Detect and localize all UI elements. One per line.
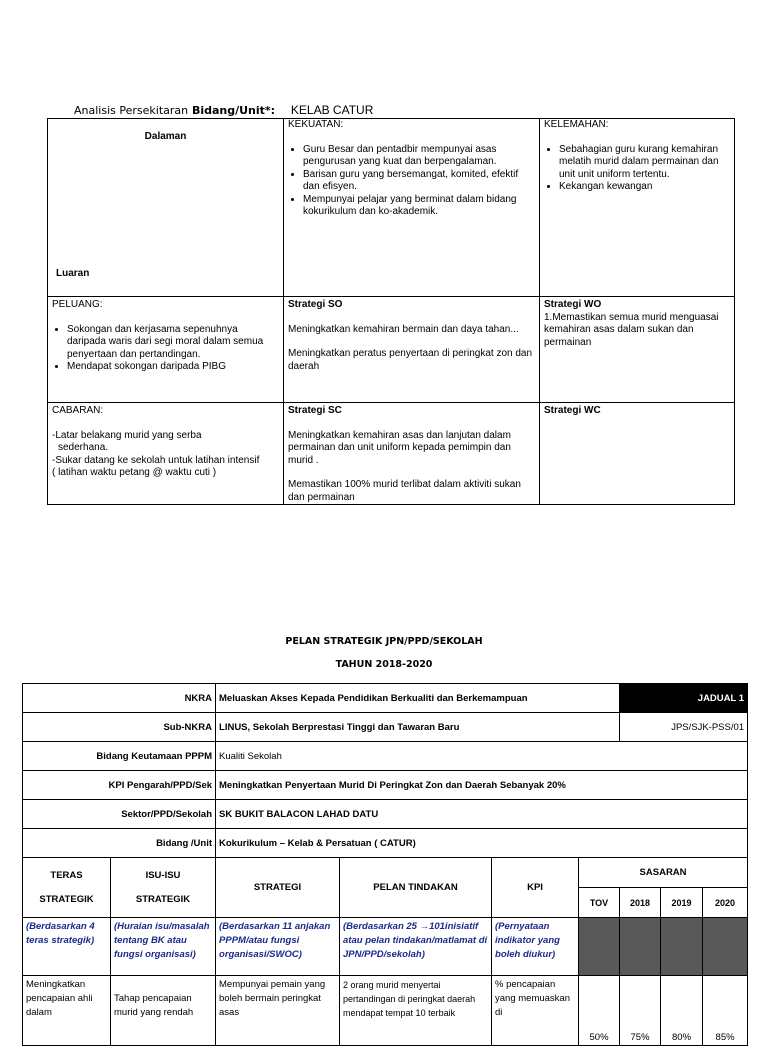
list-item: • Kekangan kewangan — [559, 181, 730, 194]
header-2019: 2019 — [661, 888, 703, 918]
header-teras — [23, 858, 111, 918]
cabaran-line-2: sederhana. — [58, 442, 109, 453]
header-isu — [111, 858, 216, 918]
header-2020: 2020 — [703, 888, 748, 918]
kelemahan-label: KELEMAHAN: — [544, 119, 609, 130]
row-isu: Tahap pencapaian murid yang rendah — [111, 976, 216, 1046]
strategi-wo-cell — [540, 297, 735, 403]
header-sasaran: SASARAN — [579, 858, 748, 888]
header-pelan: PELAN TINDAKAN — [340, 858, 492, 918]
bidang-unit-key: Bidang /Unit — [23, 829, 216, 858]
row-2018: 75% — [620, 976, 661, 1046]
plan-year: TAHUN 2018-2020 — [335, 659, 433, 670]
kekuatan-list — [288, 144, 535, 219]
dalaman-luaran-cell — [48, 119, 284, 297]
peluang-list — [52, 324, 279, 374]
kpi-pengarah-key: KPI Pengarah/PPD/Sek — [23, 771, 216, 800]
strategi-wo-text: 1.Memastikan semua murid menguasai kemahiran asas dalam sukan dan permainan — [544, 311, 719, 348]
strategi-wc-label: Strategi WC — [544, 405, 601, 416]
row-2020: 85% — [703, 976, 748, 1046]
kelemahan-cell — [540, 119, 735, 297]
analysis-heading — [74, 103, 373, 117]
heading-unit-name: KELAB CATUR — [290, 103, 374, 117]
bidang-pppm-key: Bidang Keutamaan PPPM — [23, 742, 216, 771]
list-item: • Sokongan dan kerjasama sepenuhnya daripada waris dari segi moral dalam semua penyertaan dan pertandingan. — [67, 324, 279, 362]
shaded-cell — [703, 918, 748, 976]
hint-teras: (Berdasarkan 4 teras strategik) — [23, 918, 111, 976]
header-teras-line-2: STRATEGIK — [39, 893, 94, 905]
header-strategi: STRATEGI — [216, 858, 340, 918]
row-tov: 50% — [579, 976, 620, 1046]
strategic-plan-table — [22, 683, 748, 1046]
subnkra-value: LINUS, Sekolah Berprestasi Tinggi dan Tawaran Baru — [216, 713, 620, 742]
subnkra-key: Sub-NKRA — [23, 713, 216, 742]
shaded-cell — [620, 918, 661, 976]
cabaran-line-1: -Latar belakang murid yang serba — [52, 429, 202, 441]
nkra-value: Meluaskan Akses Kepada Pendidikan Berkualiti dan Berkemampuan — [216, 684, 620, 713]
strategi-so-text-2: Meningkatkan peratus penyertaan di peringkat zon dan daerah — [288, 348, 533, 372]
plan-title: PELAN STRATEGIK JPN/PPD/SEKOLAH — [285, 636, 483, 647]
heading-field-label: Bidang/Unit*: — [191, 104, 276, 117]
cabaran-label: CABARAN: — [52, 405, 104, 416]
header-isu-line-1: ISU-ISU — [145, 869, 181, 881]
strategi-so-cell — [284, 297, 540, 403]
shaded-cell — [661, 918, 703, 976]
swot-table — [47, 118, 735, 505]
header-2018: 2018 — [620, 888, 661, 918]
sektor-value: SK BUKIT BALACON LAHAD DATU — [216, 800, 748, 829]
strategi-sc-text-2: Memastikan 100% murid terlibat dalam aktiviti sukan dan permainan — [288, 479, 521, 503]
strategi-sc-cell — [284, 403, 540, 505]
peluang-cell — [48, 297, 284, 403]
hint-strategi: (Berdasarkan 11 anjakan PPPM/atau fungsi organisasi/SWOC) — [216, 918, 340, 976]
row-2019: 80% — [661, 976, 703, 1046]
sektor-key: Sektor/PPD/Sekolah — [23, 800, 216, 829]
header-tov: TOV — [579, 888, 620, 918]
shaded-cell — [579, 918, 620, 976]
hint-pelan: (Berdasarkan 25 →101inisiatif atau pelan tindakan/matlamat di JPN/PPD/sekolah) — [340, 918, 492, 976]
strategi-sc-text-1: Meningkatkan kemahiran asas dan lanjutan dalam permainan dan unit uniform kepada pemimpin dan murid . — [288, 429, 511, 466]
cabaran-cell — [48, 403, 284, 505]
strategi-so-label: Strategi SO — [288, 299, 343, 310]
nkra-key: NKRA — [23, 684, 216, 713]
header-teras-line-1: TERAS — [50, 869, 83, 881]
list-item: • Guru Besar dan pentadbir mempunyai asas pengurusan yang kuat dan berpengalaman. — [303, 144, 535, 169]
list-item: • Barisan guru yang bersemangat, komited, efektif dan efisyen. — [303, 169, 535, 194]
kelemahan-list — [544, 144, 730, 194]
document-code: JPS/SJK-PSS/01 — [620, 713, 748, 742]
cabaran-line-4: ( latihan waktu petang @ waktu cuti ) — [52, 467, 217, 478]
row-strategi: Mempunyai pemain yang boleh bermain peringkat asas — [216, 976, 340, 1046]
strategi-wo-label: Strategi WO — [544, 299, 602, 310]
peluang-label: PELUANG: — [52, 299, 103, 310]
header-kpi: KPI — [492, 858, 579, 918]
dalaman-label: Dalaman — [144, 131, 187, 142]
kekuatan-label: KEKUATAN: — [288, 119, 344, 130]
strategi-so-text-1: Meningkatkan kemahiran bermain dan daya tahan... — [288, 323, 519, 335]
hint-isu: (Huraian isu/masalah tentang BK atau fungsi organisasi) — [111, 918, 216, 976]
list-item: • Mempunyai pelajar yang berminat dalam bidang kokurikulum dan ko-akademik. — [303, 194, 535, 219]
cabaran-line-3: -Sukar datang ke sekolah untuk latihan intensif — [52, 454, 260, 466]
bidang-unit-value: Kokurikulum – Kelab & Persatuan ( CATUR) — [216, 829, 748, 858]
heading-prefix: Analisis Persekitaran — [74, 104, 189, 117]
row-pelan: 2 orang murid menyertai pertandingan di peringkat daerah mendapat tempat 10 terbaik — [340, 976, 492, 1046]
strategi-wc-cell — [540, 403, 735, 505]
bidang-pppm-value: Kualiti Sekolah — [216, 742, 748, 771]
kekuatan-cell — [284, 119, 540, 297]
kpi-pengarah-value: Meningkatkan Penyertaan Murid Di Peringkat Zon dan Daerah Sebanyak 20% — [216, 771, 748, 800]
list-item: • Sebahagian guru kurang kemahiran melatih murid dalam permainan dan unit unit uniform tertentu. — [559, 144, 730, 182]
luaran-label: Luaran — [56, 267, 90, 279]
row-teras: Meningkatkan pencapaian ahli dalam — [23, 976, 111, 1046]
list-item: • Mendapat sokongan daripada PIBG — [67, 361, 279, 374]
jadual-badge: JADUAL 1 — [620, 684, 748, 713]
row-kpi: % pencapaian yang memuaskan di — [492, 976, 579, 1046]
hint-kpi: (Pernyataan indikator yang boleh diukur) — [492, 918, 579, 976]
header-isu-line-2: STRATEGIK — [135, 893, 191, 905]
strategi-sc-label: Strategi SC — [288, 405, 342, 416]
